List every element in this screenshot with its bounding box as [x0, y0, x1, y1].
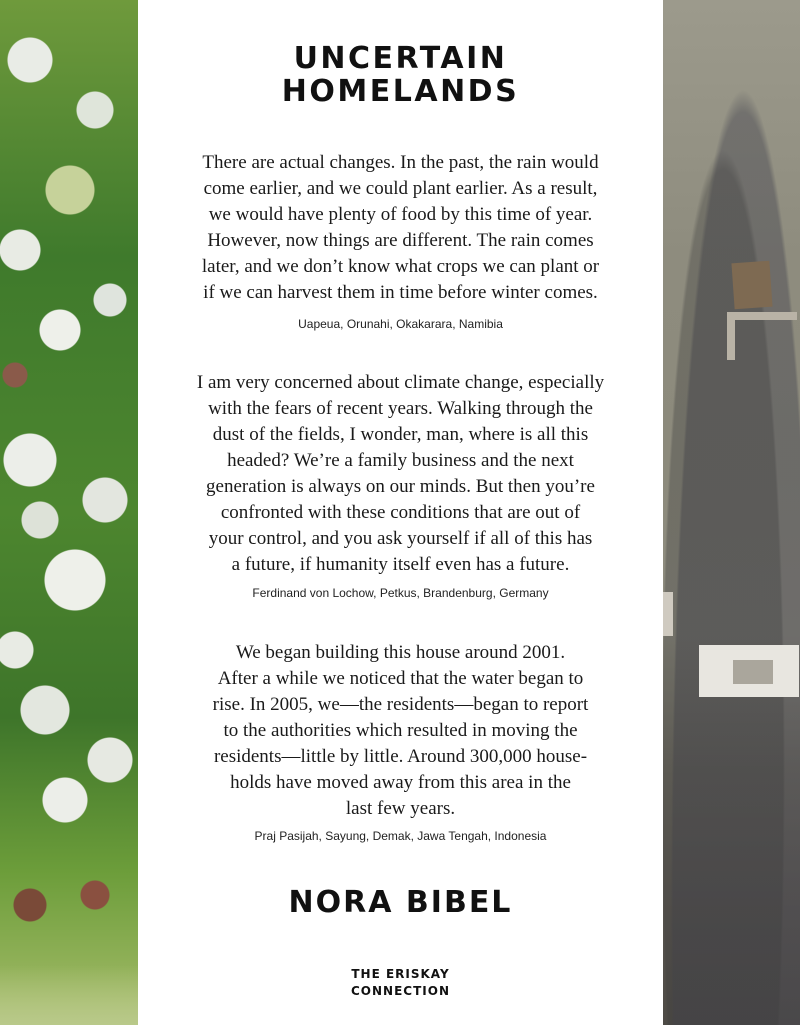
quote-line: rise. In 2005, we—the residents—began to report: [212, 694, 589, 715]
quote-line: to the authorities which resulted in moving the: [223, 720, 578, 741]
quote-line: come earlier, and we could plant earlier. As a result,: [203, 178, 598, 199]
quote-line: headed? We’re a family business and the next: [227, 450, 574, 471]
author-name: NORA BIBEL: [288, 885, 513, 920]
quote-line: We began building this house around 2001.: [235, 642, 566, 663]
quote-line: if we can harvest them in time before winter comes.: [203, 282, 598, 303]
quote-line: later, and we don’t know what crops we can plant or: [201, 256, 600, 277]
quote-line: There are actual changes. In the past, the rain would: [202, 152, 599, 173]
debris-wood: [731, 261, 772, 310]
title-line: HOMELANDS: [281, 74, 520, 109]
quote-line: I am very concerned about climate change, especially: [196, 372, 605, 393]
debris-post: [663, 592, 673, 636]
debris-beam-vertical: [727, 312, 735, 360]
flood-aerial-photo: [663, 0, 800, 1025]
quote-line: generation is always on our minds. But then you’re: [206, 476, 595, 497]
quote-3: [178, 640, 623, 822]
quote-2-credit: Ferdinand von Lochow, Petkus, Brandenburg, Germany: [252, 586, 549, 600]
quote-line: However, now things are different. The rain comes: [207, 230, 594, 251]
debris-beam-horizontal: [727, 312, 797, 320]
book-title: [138, 42, 663, 108]
quote-line: After a while we noticed that the water began to: [217, 668, 584, 689]
quote-line: with the fears of recent years. Walking through the: [208, 398, 593, 419]
quote-line: dust of the fields, I wonder, man, where is all this: [212, 424, 589, 445]
quote-line: last few years.: [345, 798, 456, 819]
quote-line: a future, if humanity itself even has a future.: [231, 554, 570, 575]
quote-3-credit: Praj Pasijah, Sayung, Demak, Jawa Tengah, Indonesia: [254, 829, 547, 843]
submerged-structure-inner: [733, 660, 773, 684]
publisher-line: CONNECTION: [351, 984, 450, 998]
cover-text-panel: [138, 0, 663, 1025]
publisher-name: [138, 966, 663, 1000]
quote-1: [178, 150, 623, 306]
quote-line: your control, and you ask yourself if all of this has: [208, 528, 593, 549]
forest-aerial-photo: [0, 0, 138, 1025]
quote-1-credit: Uapeua, Orunahi, Okakarara, Namibia: [298, 317, 503, 331]
quote-line: we would have plenty of food by this time of year.: [208, 204, 593, 225]
quote-line: confronted with these conditions that are out of: [220, 502, 581, 523]
title-line: UNCERTAIN: [293, 41, 508, 76]
quote-2: [178, 370, 623, 578]
quote-line: residents—little by little. Around 300,000 house-: [213, 746, 588, 767]
quote-line: holds have moved away from this area in the: [230, 772, 571, 793]
publisher-line: THE ERISKAY: [351, 967, 450, 981]
